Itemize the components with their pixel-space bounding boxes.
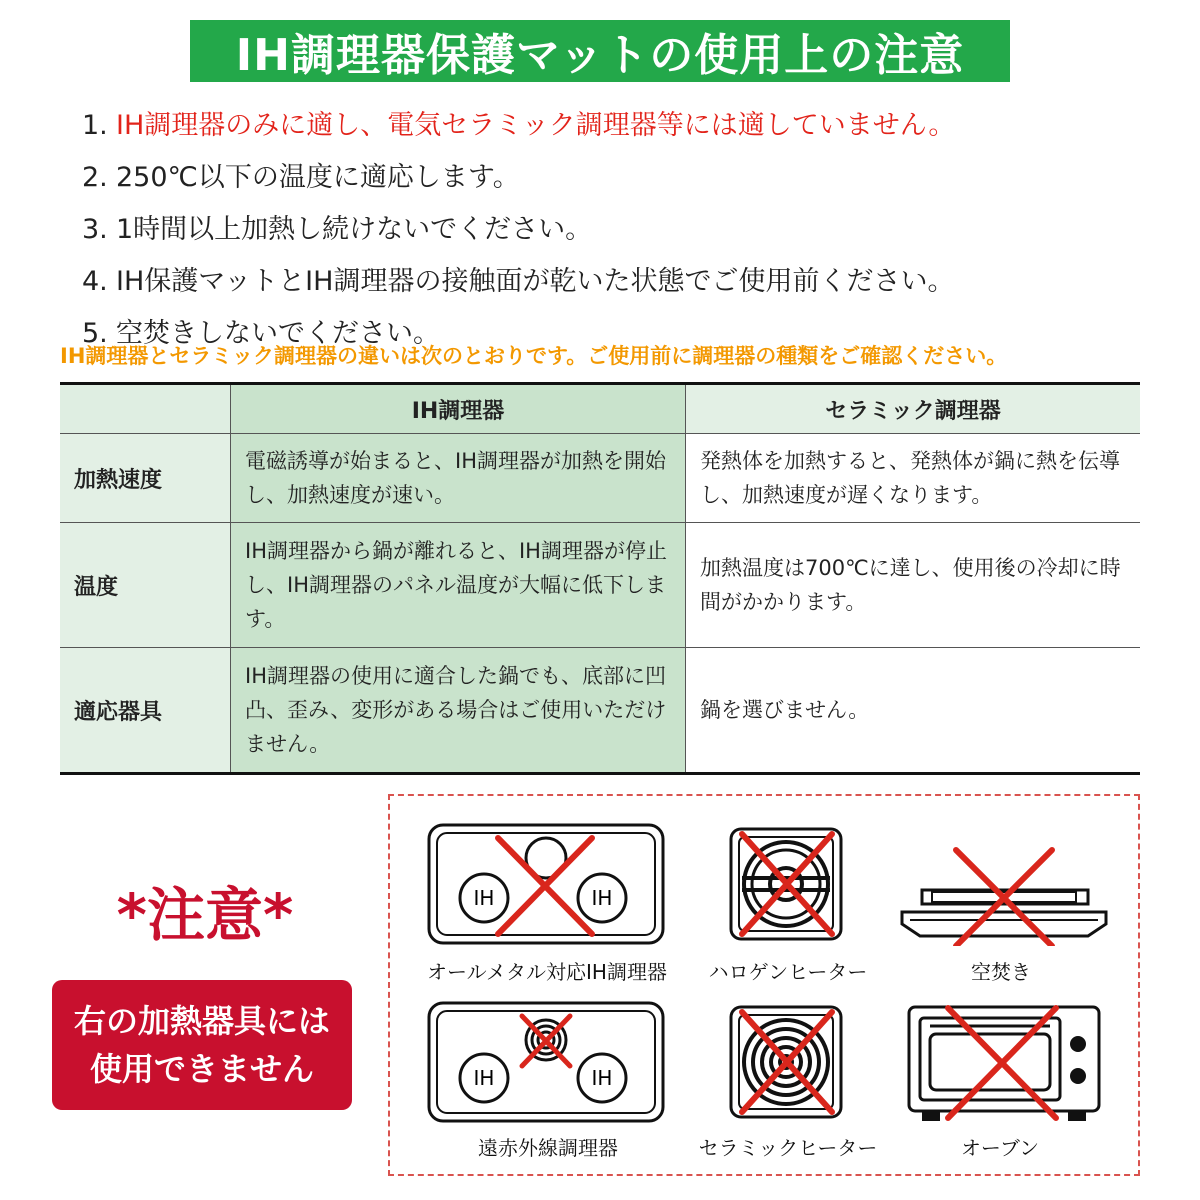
cannot-use-line1: 右の加熱器具には: [73, 1002, 330, 1040]
table-header-row: [60, 384, 1140, 434]
comparison-table: [60, 382, 1140, 775]
note-item: [82, 256, 955, 308]
far-infrared-cooker-icon: [426, 1000, 666, 1124]
note-item: [82, 152, 955, 204]
halogen-heater-icon: [728, 826, 844, 942]
column-header-ceramic: セラミック調理器: [686, 384, 1141, 434]
note-text: 1時間以上加熱し続けないでください。: [116, 214, 593, 245]
row-label: 適応器具: [60, 648, 231, 774]
note-text: IH保護マットとIH調理器の接触面が乾いた状態でご使用前ください。: [116, 266, 955, 297]
note-item: [82, 100, 955, 152]
row-label: 温度: [60, 523, 231, 648]
notice-text: IH調理器とセラミック調理器の違いは次のとおりです。ご使用前に調理器の種類をご確認ください。: [60, 344, 1008, 368]
note-number: 5.: [82, 318, 108, 349]
caution-heading: *注意*: [116, 881, 294, 949]
cell-ih: IH調理器から鍋が離れると、IH調理器が停止し、IH調理器のパネル温度が大幅に低下します。: [231, 523, 686, 648]
page-title: IH調理器保護マットの使用上の注意: [190, 20, 1010, 82]
ceramic-heater-icon: [728, 1004, 844, 1120]
note-number: 4.: [82, 266, 108, 297]
cell-ih: 電磁誘導が始まると、IH調理器が加熱を開始し、加熱速度が速い。: [231, 434, 686, 523]
all-metal-ih-cooker-icon: [426, 822, 666, 946]
table-corner-cell: [60, 384, 231, 434]
note-number: 2.: [82, 162, 108, 193]
note-number: 1.: [82, 110, 108, 141]
note-text: 250℃以下の温度に適応します。: [116, 162, 520, 193]
cell-ceramic: 加熱温度は700℃に達し、使用後の冷却に時間がかかります。: [686, 523, 1141, 648]
burner-label: IH: [473, 1066, 495, 1090]
notes-list: [82, 100, 955, 360]
device-label-ceramic-heater: セラミックヒーター: [698, 1136, 878, 1160]
column-header-ih: IH調理器: [231, 384, 686, 434]
device-label-all-metal-ih: オールメタル対応IH調理器: [427, 960, 667, 984]
empty-pan-icon: [898, 846, 1110, 946]
burner-label: IH: [591, 886, 613, 910]
note-item: [82, 204, 955, 256]
cell-ih: IH調理器の使用に適合した鍋でも、底部に凹凸、歪み、変形がある場合はご使用いただけません。: [231, 648, 686, 774]
device-label-empty-heating: 空焚き: [971, 960, 1031, 984]
note-text: IH調理器のみに適し、電気セラミック調理器等には適していません。: [116, 110, 956, 141]
row-label: 加熱速度: [60, 434, 231, 523]
note-text: 空焚きしないでください。: [116, 318, 440, 349]
note-number: 3.: [82, 214, 108, 245]
cannot-use-badge: [52, 980, 352, 1110]
table-row: [60, 434, 1140, 523]
device-label-far-infrared: 遠赤外線調理器: [478, 1136, 618, 1160]
table-row: [60, 648, 1140, 774]
burner-label: IH: [473, 886, 495, 910]
cell-ceramic: 鍋を選びません。: [686, 648, 1141, 774]
device-label-halogen: ハロゲンヒーター: [708, 960, 868, 984]
table-row: [60, 523, 1140, 648]
device-label-oven: オーブン: [960, 1136, 1040, 1160]
oven-icon: [906, 1004, 1102, 1124]
cell-ceramic: 発熱体を加熱すると、発熱体が鍋に熱を伝導し、加熱速度が遅くなります。: [686, 434, 1141, 523]
burner-label: IH: [591, 1066, 613, 1090]
cannot-use-line2: 使用できません: [89, 1050, 314, 1088]
